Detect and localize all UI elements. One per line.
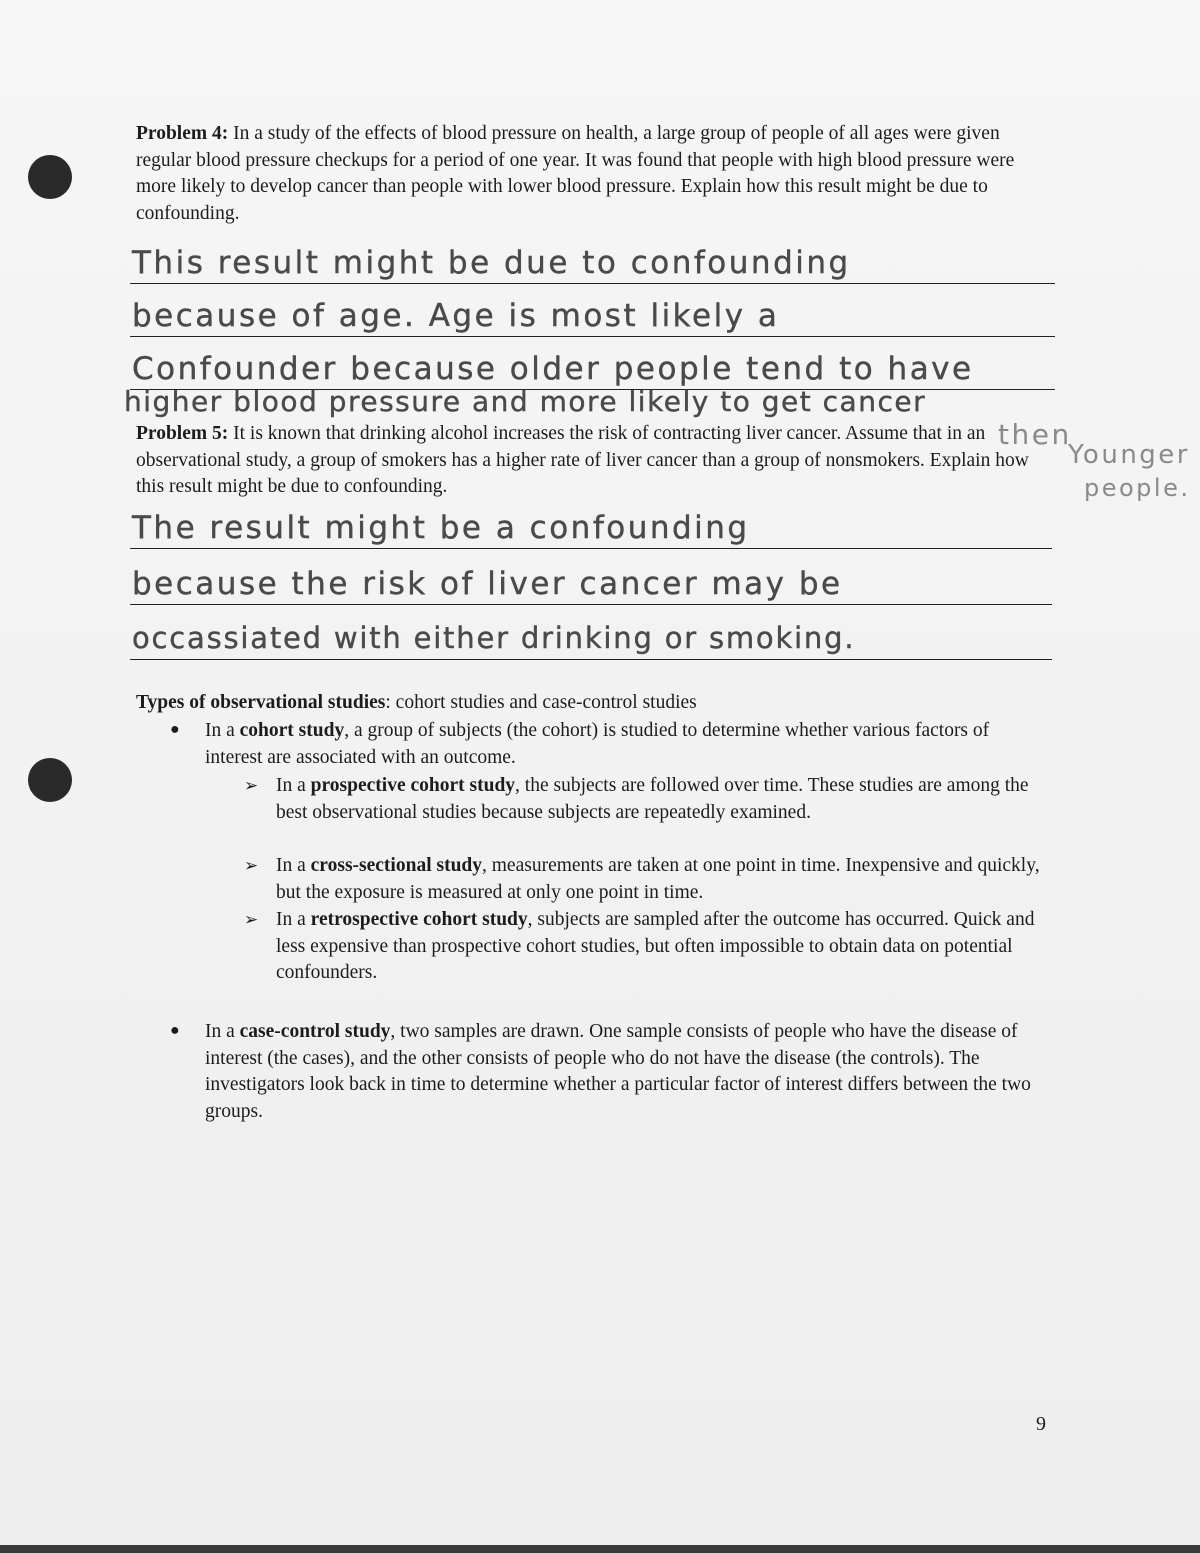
answer-line: [130, 548, 1052, 549]
item-term: cross-sectional study: [310, 855, 483, 876]
item-text: , subjects are sampled after the outcome has occurred. Quick and less expensive than prospective cohort studies, but often impossible to obtain data on potential confounders.: [276, 909, 1035, 983]
types-heading-label: Types of observational studies: [136, 692, 386, 713]
item-prefix: In a: [276, 909, 311, 930]
handwritten-answer-5-line-3: occassiated with either drinking or smoking.: [132, 621, 856, 655]
item-prefix: In a: [276, 775, 311, 796]
types-heading-rest: : cohort studies and case-control studies: [385, 692, 697, 713]
item-term: prospective cohort study: [310, 775, 516, 796]
answer-line: [130, 659, 1052, 660]
handwritten-answer-4-line-3: Confounder because older people tend to have: [132, 351, 974, 387]
answer-line: [130, 283, 1055, 284]
item-text: , measurements are taken at one point in time. Inexpensive and quickly, but the exposure is measured at only one point in time.: [276, 855, 1040, 903]
answer-line: [130, 604, 1052, 605]
item-term: retrospective cohort study: [310, 909, 528, 930]
item-term: case-control study: [239, 1021, 391, 1042]
types-heading: [136, 690, 1036, 717]
problem-5-text: It is known that drinking alcohol increases the risk of contracting liver cancer. Assume that in an observational study, a group of smokers has a higher rate of liver cancer than a group of nonsmokers. Explain how this result might be due to confounding.: [136, 423, 1029, 497]
handwritten-margin-note-3: people.: [1084, 474, 1191, 502]
bullet-icon: ●: [170, 1022, 180, 1039]
item-text: , two samples are drawn. One sample consists of people who have the disease of interest (the cases), and the other consists of people who do not have the disease (the controls). The investigators look back in time to determine whether a particular factor of interest differs between the two groups.: [205, 1021, 1031, 1122]
item-text: , a group of subjects (the cohort) is studied to determine whether various factors of interest are associated with an outcome.: [205, 720, 990, 768]
arrow-bullet-icon: ➢: [244, 856, 259, 875]
arrow-bullet-icon: ➢: [244, 776, 259, 795]
item-text: , the subjects are followed over time. These studies are among the best observational studies because subjects are repeatedly examined.: [276, 775, 1029, 823]
case-control-item: [205, 1019, 1055, 1125]
problem-5-label: Problem 5:: [136, 423, 229, 444]
problem-4-text: In a study of the effects of blood pressure on health, a large group of people of all ages were given regular blood pressure checkups for a period of one year. It was found that people with high blood pressure were more likely to develop cancer than people with lower blood pressure. Explain how this result might be due to confounding.: [136, 123, 1015, 224]
handwritten-answer-5-line-1: The result might be a confounding: [132, 510, 750, 546]
bullet-icon: ●: [170, 721, 180, 738]
handwritten-answer-5-line-2: because the risk of liver cancer may be: [132, 566, 843, 602]
handwritten-answer-4-line-2: because of age. Age is most likely a: [132, 298, 780, 334]
item-prefix: In a: [276, 855, 311, 876]
retrospective-cohort-item: [276, 907, 1036, 987]
binder-hole: [28, 155, 72, 199]
item-prefix: In a: [205, 1021, 240, 1042]
binder-hole: [28, 758, 72, 802]
handwritten-margin-note-1: then: [998, 418, 1072, 451]
cohort-study-item: [205, 718, 1005, 771]
page-number: 9: [1036, 1413, 1046, 1435]
handwritten-answer-4-line-1: This result might be due to confounding: [132, 245, 851, 281]
problem-5: [136, 421, 1061, 501]
handwritten-answer-4-line-4: higher blood pressure and more likely to get cancer: [124, 385, 927, 418]
arrow-bullet-icon: ➢: [244, 910, 259, 929]
scan-edge: [0, 1545, 1200, 1553]
item-prefix: In a: [205, 720, 240, 741]
problem-4: [136, 121, 1036, 227]
problem-4-label: Problem 4:: [136, 123, 229, 144]
answer-line: [130, 336, 1055, 337]
cross-sectional-item: [276, 853, 1056, 906]
prospective-cohort-item: [276, 773, 1056, 826]
item-term: cohort study: [239, 720, 345, 741]
handwritten-margin-note-2: Younger: [1068, 440, 1190, 470]
